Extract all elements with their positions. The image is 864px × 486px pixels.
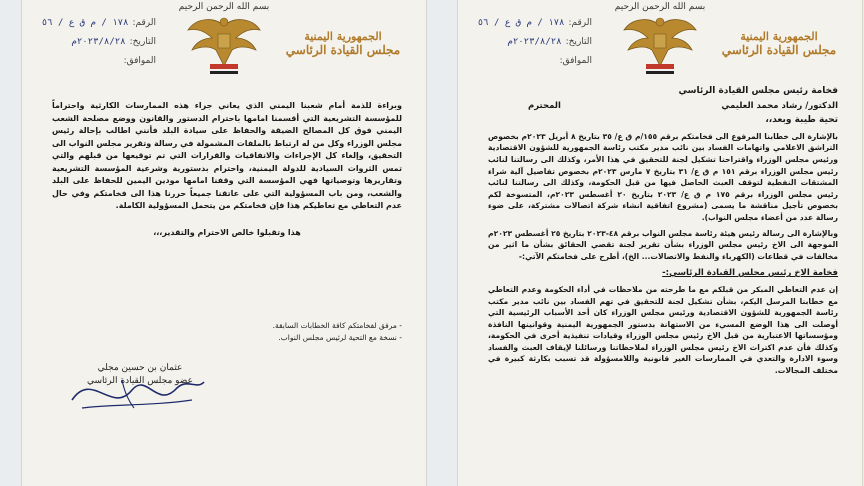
attachment-item: - نسخة مع التحية لرئيس مجلس النواب. xyxy=(278,333,402,342)
org-name-country: الجمهورية اليمنية xyxy=(304,30,382,43)
ref-value: ١٧٨ / م ق ع / ٥٦ xyxy=(477,18,565,28)
org-name-block xyxy=(278,30,408,57)
approval-label: الموافق: xyxy=(559,56,592,66)
date-value: ٢٠٢٣/٨/٢٨م xyxy=(71,37,126,47)
addressee-name: الدكتور/ رشاد محمد العليمي xyxy=(721,100,838,111)
org-name-block xyxy=(714,30,844,57)
ref-label: الرقم: xyxy=(568,18,592,28)
ref-value: ١٧٨ / م ق ع / ٥٦ xyxy=(41,18,129,28)
body-paragraph: وبالإشارة الى رسالة رئيس هيئة رئاسة مجلس النواب برقم ٤٨-٢٠٢٣ بتاريخ ٢٥ أغسطس ٢٠٢٣م الموجهة الى الاخ رئيس مجلس الوزراء بشأن تقرير لجنة تقصي الحقائق بشأن ما اثير من مخالفات في قطاعات (الكهرباء والنفط والاتصالات... الخ)، أطرح على فخامتكم الآتي:- xyxy=(488,228,838,261)
reference-meta xyxy=(472,14,592,71)
letter-body-right xyxy=(488,86,838,381)
reference-meta xyxy=(36,14,156,71)
org-name-country: الجمهورية اليمنية xyxy=(740,30,818,43)
greeting: تحية طيبة وبعد،، xyxy=(765,115,838,126)
closing-line: هذا وتقبلوا خالص الاحترام والتقدير،،، xyxy=(153,227,301,237)
yemen-eagle-emblem-icon xyxy=(184,8,264,78)
yemen-eagle-emblem-icon xyxy=(620,8,700,78)
handwritten-signature-icon xyxy=(62,360,212,420)
body-paragraph: إن عدم التعاطي المبكر من قبلكم مع ما طرحته من ملاحظات في أداء الحكومة وعدم التعاطي مع خطابنا المرسل اليكم، بشأن تشكيل لجنة للتحقيق في تهم الفساد بين نائب مدير مكتب رئاسة الجمهورية للشؤون الاقتصادية ورئيس مجلس الوزراء كان أحد الأسباب الرئيسية التي أوصلت الى هذا الوضع المسيء من الاستهانة بدستور الجمهورية اليمنية وقوانينها النافذة ومؤسساتها الاعتبارية من قبل الاخ رئيس مجلس الوزراء وقيادات تنفيذية أخرى في الحكومة، وكذلك فأن عدم اكتراث الاخ رئيس مجلس الوزراء لملاحظاتنا ورسائلنا لإيقاف العبث والفساد وسوء الادارة والتعدي في الممارسات الغير قانونية واللامسؤولة قد تسبب بكارثة كبيرة في مختلف المجالات. xyxy=(488,284,838,376)
document-page-right xyxy=(458,0,862,486)
attachments-list xyxy=(72,320,402,344)
bismillah-header: بسم الله الرحمن الرحيم xyxy=(614,2,706,12)
approval-label: الموافق: xyxy=(123,56,156,66)
signer-title: عضو مجلس القيادة الرئاسي xyxy=(87,376,193,386)
signer-name: عثمان بن حسين مجلي xyxy=(97,363,183,373)
org-name-council: مجلس القيادة الرئاسي xyxy=(285,43,401,57)
date-label: التاريخ: xyxy=(129,37,156,47)
date-label: التاريخ: xyxy=(565,37,592,47)
ref-label: الرقم: xyxy=(132,18,156,28)
body-paragraph: بالإشارة الى خطابنا المرفوع الى فخامتكم برقم ١٥٥/م ق ع/ ٣٥ بتاريخ ٨ أبريل ٢٠٢٣م بخصوص التراشق الاعلامي واتهامات الفساد بين نائب مدير مكتب رئاسة الجمهورية للشؤون الاقتصادية ورئيس مجلس الوزراء واقتراحنا تشكيل لجنة للتحقيق في هذا الأمر، وكذلك الى رسالتنا لنائب رئيس مجلس الوزراء برقم ١٥١ م ق ع/ ٣١ بتاريخ ٧ مارس ٢٠٢٣م بخصوص تفاصيل آلية شراء المشتقات النفطية لتوقف العبث الحاصل فيها من قبل الحكومة، وكذلك الى رسالتنا لنائب رئيس مجلس الوزراء برقم ١٧٥ م ق ع/ ٢٠٢٣ بتاريخ ٢٠ أغسطس ٢٠٢٣م، المتسوخة لكم بخصوص تأجيل مناقشة ما يسمى (مشروع اتفاقية انشاء شركة اتصالات مشتركة، على ضوء رسالة عدد من أعضاء مجلس النواب). xyxy=(488,131,839,222)
date-value: ٢٠٢٣/٨/٢٨م xyxy=(507,37,562,47)
document-page-left xyxy=(22,0,426,486)
org-name-council: مجلس القيادة الرئاسي xyxy=(721,43,837,57)
addressee-honorific: المحترم xyxy=(528,100,561,111)
addressee-title: فخامة رئيس مجلس القيادة الرئاسي xyxy=(678,86,838,96)
section-title: فخامة الاخ رئيس مجلس القيادة الرئاسي:- xyxy=(662,268,838,279)
bismillah-header: بسم الله الرحمن الرحيم xyxy=(178,2,270,12)
letter-body-left xyxy=(52,100,402,243)
attachment-item: - مرفق لفخامتكم كافة الخطابات السابقة. xyxy=(272,321,402,330)
body-paragraph: وبراءة للذمة أمام شعبنا اليمني الذي يعاني جراء هذه الممارسات الكارثية واحتراماً للمؤسسة التشريعية التي أقسمنا امامها باحترام الدستور والقانون ووضع مصلحة الشعب اليمني فوق كل المصالح الضيقة والحفاظ على سيادة البلد فأنني اطالب بإحالة رئيس مجلس الوزراء وكل من له ارتباط بالملفات المشمولة في رسالة وتقرير مجلس النواب الى التحقيق، وإلغاء كل الإجراءات والاتفاقيات والقرارات التي تم توقيعها من قبلهم والتي تمس الثروات السيادية للدولة اليمنية، واحترام بدستورية وشرعية المؤسسة التشريعية وتقاريرها وتوصياتها فهي المؤسسة التي وقفنا امامها مودين اليمين للحفاظ على البلد والشعب، ومن باب المسؤولية التي على عاتقنا جميعاً حررنا هذا الى فخامتكم وفي حال عدم التعاطي مع تعاطيكم هذا فإن فخامتكم من يتحمل المسؤولية الكاملة. xyxy=(52,101,402,210)
